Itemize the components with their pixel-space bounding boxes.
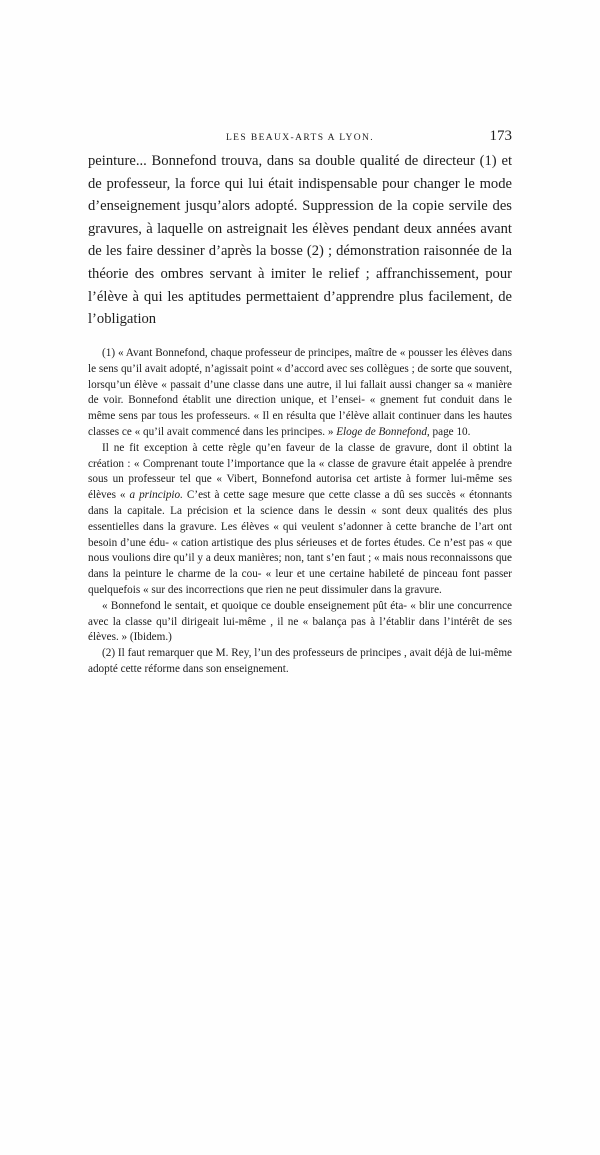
- footnote-1-continuation-text: Il ne fit exception à cette règle qu’en faveur de la classe de gravure, dont il obtint la création : « Comprenant toute l’importance que la « classe de gravure était appelée à prendre sous un professeur tel que « Vibert, Bonnefond autorisa cet artiste à former lui-même ses élèves «: [88, 441, 512, 502]
- footnote-1-continuation-rest: C’est à cette sage mesure que cette classe a dû ses succès « étonnants dans la capitale. La précision et la science dans le dessin « sont deux qualités des plus essentielles dans la gravure. Les élèves « qui veulent s’adonner à cette branche de l’art ont besoin d’une édu- « cation artistique des plus sérieuses et de fortes études. Ce n’est pas « que nous voulions dire qu’il y a deux manières; non, tant s’en faut ; « mais nous reconnaissons que dans la peinture le charme de la cou- « leur et une certaine habileté de pinceau font passer quelquefois « sur des incorrections que rien ne peut dissimuler dans la gravure.: [88, 489, 512, 596]
- page-number: 173: [489, 128, 512, 144]
- footnote-1-page: page 10.: [432, 425, 471, 438]
- footnote-1-continuation: [88, 441, 512, 599]
- footnote-1-closing: « Bonnefond le sentait, et quoique ce double enseignement pût éta- « blir une concurrence avec la classe qu’il dirigeait lui-même , il ne « balança pas à l’établir dans l’intérêt de ses élèves. » (Ibidem.): [88, 599, 512, 644]
- body-paragraph: peinture... Bonnefond trouva, dans sa double qualité de directeur (1) et de professeur, la force qui lui était indispensable pour changer le mode d’enseignement jusqu’alors adopté. Suppression de la copie servile des gravures, à laquelle on astreignait les élèves pendant deux années avant de les faire dessiner d’après la bosse (2) ; démonstration raisonnée de la théorie des ombres servant à imiter le relief ; affranchissement, pour l’élève à qui les aptitudes permettaient d’apprendre plus facilement, de l’obligation: [88, 153, 512, 328]
- footnote-1-text: (1) « Avant Bonnefond, chaque professeur de principes, maître de « pousser les élèves dans le sens qu’il avait adopté, n’agissait point « d’accord avec ses collègues ; de sorte que souvent, lorsqu’un élève « passait d’une classe dans une autre, il lui fallait aussi changer sa « manière de voir. Bonnefond établit une direction unique, et l’ensei- « gnement fut conduit dans le même sens par tous les professeurs. « Il en résulta que l’élève allait continuer dans les hautes classes ce « qu’il avait commencé dans les principes. »: [88, 347, 512, 438]
- footnote-1-source: Eloge de Bonnefond,: [336, 425, 430, 438]
- running-title: LES BEAUX-ARTS A LYON.: [225, 133, 375, 143]
- footnote-1-quote: [88, 346, 512, 441]
- footnote-2: (2) Il faut remarquer que M. Rey, l’un des professeurs de principes , avait déjà de lui-même adopté cette réforme dans son enseignement.: [88, 647, 512, 675]
- footnotes: [88, 346, 512, 678]
- page-header: [88, 128, 512, 150]
- main-text: [88, 150, 512, 331]
- footnote-1-latin-phrase: a principio.: [129, 489, 183, 502]
